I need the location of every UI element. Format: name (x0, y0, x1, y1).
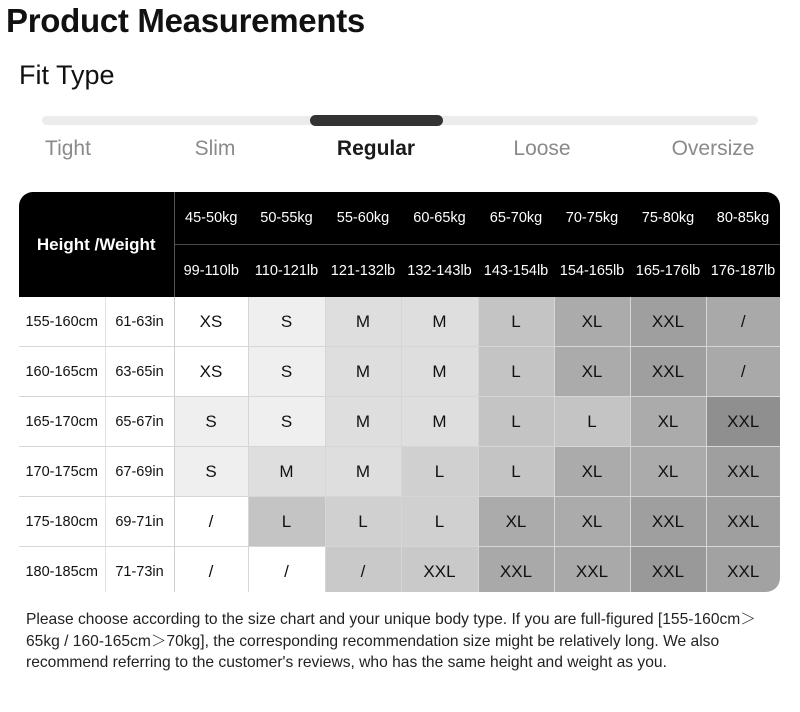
weight-lb-header: 154-165lb (554, 245, 630, 298)
size-cell: / (325, 547, 401, 593)
table-row (19, 397, 780, 447)
weight-kg-header: 70-75kg (554, 192, 630, 245)
size-cell: / (174, 497, 248, 547)
size-cell: XXL (478, 547, 554, 593)
height-in-cell: 63-65in (105, 347, 174, 397)
table-row (19, 297, 780, 347)
size-table-body (19, 297, 780, 592)
size-cell: XXL (554, 547, 630, 593)
table-row (19, 347, 780, 397)
fit-option-loose[interactable]: Loose (513, 137, 571, 160)
size-cell: S (174, 447, 248, 497)
size-cell: L (554, 397, 630, 447)
height-cm-cell: 170-175cm (19, 447, 105, 497)
size-cell: / (706, 297, 780, 347)
size-cell: XS (174, 347, 248, 397)
size-cell: XL (630, 397, 706, 447)
weight-lb-header: 165-176lb (630, 245, 706, 298)
weight-lb-header: 110-121lb (248, 245, 325, 298)
size-cell: XL (478, 497, 554, 547)
table-row (19, 497, 780, 547)
size-cell: XL (630, 447, 706, 497)
size-cell: L (478, 447, 554, 497)
size-cell: L (248, 497, 325, 547)
size-cell: XXL (706, 547, 780, 593)
size-cell: M (401, 347, 478, 397)
size-cell: XL (554, 297, 630, 347)
fit-option-slim[interactable]: Slim (194, 137, 236, 160)
size-cell: L (325, 497, 401, 547)
size-cell: / (706, 347, 780, 397)
weight-lb-header: 132-143lb (401, 245, 478, 298)
size-cell: XXL (706, 497, 780, 547)
size-cell: / (174, 547, 248, 593)
height-in-cell: 67-69in (105, 447, 174, 497)
fit-option-tight[interactable]: Tight (45, 137, 91, 160)
size-cell: XXL (706, 447, 780, 497)
fit-type-heading: Fit Type (19, 60, 115, 90)
size-cell: XXL (630, 297, 706, 347)
size-cell: M (325, 397, 401, 447)
size-chart (19, 192, 780, 592)
height-weight-header: Height /Weight (19, 192, 174, 297)
fit-option-oversize[interactable]: Oversize (671, 137, 755, 160)
size-cell: XXL (630, 347, 706, 397)
height-cm-cell: 165-170cm (19, 397, 105, 447)
weight-lb-header: 121-132lb (325, 245, 401, 298)
size-cell: L (478, 397, 554, 447)
height-in-cell: 69-71in (105, 497, 174, 547)
size-cell: S (248, 397, 325, 447)
height-cm-cell: 155-160cm (19, 297, 105, 347)
height-in-cell: 71-73in (105, 547, 174, 593)
weight-lb-header: 99-110lb (174, 245, 248, 298)
weight-kg-header: 55-60kg (325, 192, 401, 245)
size-cell: S (174, 397, 248, 447)
weight-kg-header: 75-80kg (630, 192, 706, 245)
size-cell: M (325, 297, 401, 347)
size-cell: XXL (630, 547, 706, 593)
fit-option-regular[interactable]: Regular (336, 137, 416, 160)
size-cell: L (401, 447, 478, 497)
size-cell: M (401, 397, 478, 447)
size-cell: XS (174, 297, 248, 347)
size-cell: M (248, 447, 325, 497)
size-cell: XXL (706, 397, 780, 447)
size-cell: / (248, 547, 325, 593)
size-cell: XL (554, 447, 630, 497)
height-in-cell: 65-67in (105, 397, 174, 447)
weight-kg-header: 65-70kg (478, 192, 554, 245)
size-cell: XXL (630, 497, 706, 547)
weight-kg-header: 50-55kg (248, 192, 325, 245)
table-row (19, 547, 780, 593)
weight-kg-header: 80-85kg (706, 192, 780, 245)
table-row (19, 447, 780, 497)
size-table (19, 192, 780, 592)
size-cell: L (478, 297, 554, 347)
size-cell: L (478, 347, 554, 397)
fit-type-slider-thumb[interactable] (310, 115, 443, 126)
size-cell: M (325, 447, 401, 497)
size-cell: XL (554, 347, 630, 397)
height-cm-cell: 180-185cm (19, 547, 105, 593)
size-cell: M (401, 297, 478, 347)
size-cell: M (325, 347, 401, 397)
size-cell: XL (554, 497, 630, 547)
weight-lb-header: 143-154lb (478, 245, 554, 298)
size-cell: L (401, 497, 478, 547)
size-advice-note: Please choose according to the size chart and your unique body type. If you are full-figured [155-160cm＞65kg / 160-165cm＞70kg], the corresponding recommendation size might be relatively long. We also recommend referring to the customer's reviews, who has the same height and weight as you. (26, 611, 756, 671)
size-table-header (19, 192, 780, 297)
size-cell: XXL (401, 547, 478, 593)
height-in-cell: 61-63in (105, 297, 174, 347)
weight-lb-header: 176-187lb (706, 245, 780, 298)
weight-kg-header: 60-65kg (401, 192, 478, 245)
size-cell: S (248, 297, 325, 347)
size-cell: S (248, 347, 325, 397)
page-title: Product Measurements (6, 2, 365, 39)
weight-kg-header: 45-50kg (174, 192, 248, 245)
height-cm-cell: 175-180cm (19, 497, 105, 547)
height-cm-cell: 160-165cm (19, 347, 105, 397)
